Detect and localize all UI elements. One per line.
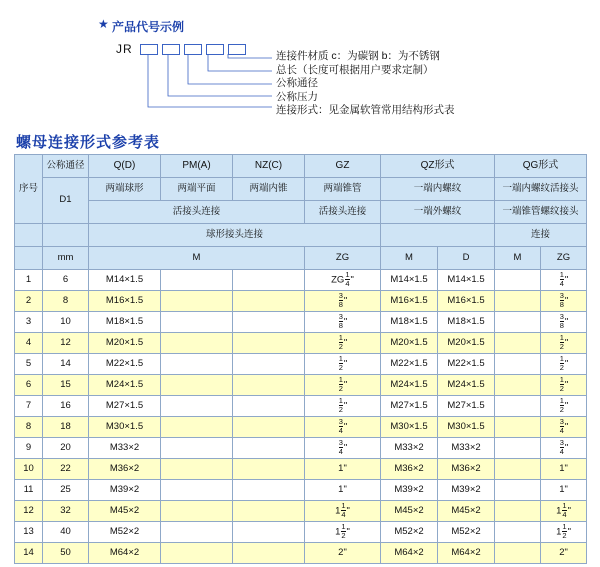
cell-qd: M27×1.5 [89,396,161,417]
header-unit-mm: mm [43,247,89,270]
cell-nzc [233,459,305,480]
cell-qg-m [495,333,541,354]
header-pma-desc: 两端平面 [161,178,233,201]
cell-dn: 20 [43,438,89,459]
cell-gz: $\frac{3}{4}$ " [305,438,381,459]
cell-seq: 11 [15,480,43,501]
cell-gz: $\frac{1}{2}$ " [305,333,381,354]
cell-nzc [233,501,305,522]
cell-qz-m: M20×1.5 [381,333,438,354]
header-unit-m: M [89,247,305,270]
table-row [15,522,587,543]
cell-qg-zg: 1" [541,480,587,501]
cell-qz-m: M33×2 [381,438,438,459]
cell-qd: M18×1.5 [89,312,161,333]
cell-gz: 1 $\frac{1}{2}$ " [305,522,381,543]
table-row [15,501,587,522]
spec-table-wrapper [14,154,586,564]
legend-item-connection-form: 连接形式：见金属软管常用结构形式表 [276,104,455,116]
cell-nzc [233,375,305,396]
cell-qz-m: M27×1.5 [381,396,438,417]
cell-pma [161,396,233,417]
cell-qz-d: M22×1.5 [438,354,495,375]
cell-qg-zg: 1 $\frac{1}{4}$ " [541,501,587,522]
cell-nzc [233,417,305,438]
table-row [15,438,587,459]
header-dn-d1: D1 [43,178,89,224]
cell-qz-m: M36×2 [381,459,438,480]
cell-qz-m: M14×1.5 [381,270,438,291]
cell-dn: 16 [43,396,89,417]
cell-seq: 7 [15,396,43,417]
table-row [15,459,587,480]
cell-qd: M45×2 [89,501,161,522]
cell-qg-m [495,354,541,375]
header-nzc-desc: 两端内锥 [233,178,305,201]
cell-pma [161,291,233,312]
header-group-nzc: NZ(C) [233,155,305,178]
cell-gz: ZG $\frac{1}{4}$ " [305,270,381,291]
table-row [15,396,587,417]
cell-qg-zg: $\frac{1}{2}$ " [541,375,587,396]
cell-qz-d: M64×2 [438,543,495,564]
cell-nzc [233,396,305,417]
cell-qg-m [495,459,541,480]
cell-qg-m [495,438,541,459]
cell-pma [161,417,233,438]
cell-qz-d: M24×1.5 [438,375,495,396]
cell-gz: $\frac{3}{8}$ " [305,312,381,333]
header-qz-desc: 一端内螺纹 [381,178,495,201]
cell-dn: 18 [43,417,89,438]
legend-item-nominal-pressure: 公称压力 [276,90,318,103]
cell-qg-m [495,501,541,522]
cell-dn: 8 [43,291,89,312]
header-row-1 [15,155,587,178]
cell-seq: 13 [15,522,43,543]
header-qd-desc: 两端球形 [89,178,161,201]
cell-gz: $\frac{1}{2}$ " [305,375,381,396]
cell-seq: 2 [15,291,43,312]
cell-qz-m: M39×2 [381,480,438,501]
table-row [15,333,587,354]
cell-qg-zg: 1" [541,459,587,480]
cell-nzc [233,522,305,543]
cell-qd: M30×1.5 [89,417,161,438]
cell-dn: 12 [43,333,89,354]
cell-pma [161,438,233,459]
legend-item-list [276,50,455,118]
cell-nzc [233,291,305,312]
cell-qg-zg: $\frac{3}{8}$ " [541,291,587,312]
cell-qg-m [495,480,541,501]
cell-qz-m: M45×2 [381,501,438,522]
table-row [15,375,587,396]
cell-qz-m: M18×1.5 [381,312,438,333]
cell-qd: M33×2 [89,438,161,459]
cell-qz-m: M64×2 [381,543,438,564]
cell-seq: 1 [15,270,43,291]
cell-qg-m [495,543,541,564]
cell-seq: 8 [15,417,43,438]
header-unit-qz-m: M [381,247,438,270]
cell-gz: $\frac{1}{2}$ " [305,354,381,375]
spec-table [14,154,587,564]
cell-qz-d: M18×1.5 [438,312,495,333]
table-row [15,270,587,291]
cell-qz-d: M39×2 [438,480,495,501]
cell-pma [161,312,233,333]
cell-qz-d: M27×1.5 [438,396,495,417]
cell-qz-d: M36×2 [438,459,495,480]
cell-qg-m [495,312,541,333]
header-group-qz: QZ形式 [381,155,495,178]
cell-pma [161,480,233,501]
cell-seq: 9 [15,438,43,459]
table-body [15,270,587,564]
code-prefix: JR [116,42,133,56]
header-unit-zg: ZG [305,247,381,270]
cell-pma [161,375,233,396]
cell-dn: 15 [43,375,89,396]
header-unit-qz-d: D [438,247,495,270]
cell-qg-m [495,291,541,312]
cell-gz: 1" [305,459,381,480]
header-qz-ext-thread: 一端外螺纹 [381,201,495,224]
cell-nzc [233,270,305,291]
cell-qd: M64×2 [89,543,161,564]
cell-qz-m: M16×1.5 [381,291,438,312]
cell-qg-zg: $\frac{3}{8}$ " [541,312,587,333]
cell-nzc [233,354,305,375]
header-row-3 [15,201,587,224]
table-row [15,543,587,564]
cell-qz-d: M16×1.5 [438,291,495,312]
cell-nzc [233,543,305,564]
table-row [15,312,587,333]
cell-pma [161,270,233,291]
cell-gz: $\frac{1}{2}$ " [305,396,381,417]
cell-qd: M52×2 [89,522,161,543]
cell-qg-m [495,522,541,543]
cell-qz-m: M30×1.5 [381,417,438,438]
cell-nzc [233,312,305,333]
header-seq-unit-blank [15,247,43,270]
header-ball-joint-connect: 球形接头连接 [89,224,381,247]
cell-qg-m [495,396,541,417]
cell-gz: 1 $\frac{1}{4}$ " [305,501,381,522]
cell-qg-zg: $\frac{3}{4}$ " [541,438,587,459]
cell-qg-zg: $\frac{1}{4}$ " [541,270,587,291]
header-row-4 [15,224,587,247]
cell-dn: 40 [43,522,89,543]
cell-pma [161,543,233,564]
cell-pma [161,522,233,543]
cell-qg-m [495,417,541,438]
header-group-gz: GZ [305,155,381,178]
cell-nzc [233,333,305,354]
cell-qg-zg: $\frac{1}{2}$ " [541,354,587,375]
cell-qz-d: M45×2 [438,501,495,522]
cell-qd: M20×1.5 [89,333,161,354]
cell-dn: 14 [43,354,89,375]
section-heading: 螺母连接形式参考表 [16,134,161,151]
header-qz-connect [381,224,495,247]
product-code-legend [0,0,600,128]
header-qg-taper-pipe: 一端锥管螺纹接头 [495,201,587,224]
cell-qz-d: M52×2 [438,522,495,543]
cell-gz: $\frac{3}{4}$ " [305,417,381,438]
header-qg-desc: 一端内螺纹活接头 [495,178,587,201]
cell-qz-d: M30×1.5 [438,417,495,438]
legend-item-nominal-diameter: 公称通径 [276,77,318,89]
cell-seq: 3 [15,312,43,333]
cell-qg-zg: $\frac{1}{2}$ " [541,396,587,417]
header-group-qd: Q(D) [89,155,161,178]
cell-pma [161,354,233,375]
cell-qz-d: M33×2 [438,438,495,459]
header-seq-blank [15,224,43,247]
cell-nzc [233,480,305,501]
cell-qd: M22×1.5 [89,354,161,375]
cell-seq: 14 [15,543,43,564]
cell-qz-d: M14×1.5 [438,270,495,291]
cell-pma [161,501,233,522]
header-qg-connect: 连接 [495,224,587,247]
cell-qz-m: M22×1.5 [381,354,438,375]
cell-qd: M36×2 [89,459,161,480]
cell-qg-zg: $\frac{3}{4}$ " [541,417,587,438]
cell-qd: M24×1.5 [89,375,161,396]
star-icon: ★ [98,17,109,31]
header-gz-desc: 两端锥管 [305,178,381,201]
table-row [15,291,587,312]
header-union-connect: 活接头连接 [89,201,305,224]
cell-seq: 4 [15,333,43,354]
table-row [15,480,587,501]
legend-item-length: 总长（长度可根据用户要求定制） [276,63,434,76]
header-unit-qg-m: M [495,247,541,270]
legend-title: 产品代号示例 [112,20,185,34]
cell-seq: 5 [15,354,43,375]
cell-dn: 22 [43,459,89,480]
header-seq: 序号 [15,155,43,224]
cell-gz: 1" [305,480,381,501]
cell-pma [161,459,233,480]
cell-seq: 12 [15,501,43,522]
cell-pma [161,333,233,354]
table-header [15,155,587,270]
cell-gz: $\frac{3}{8}$ " [305,291,381,312]
header-gz-union-connect: 活接头连接 [305,201,381,224]
cell-qz-m: M24×1.5 [381,375,438,396]
cell-qg-zg: 1 $\frac{1}{2}$ " [541,522,587,543]
cell-gz: 2" [305,543,381,564]
header-unit-qg-zg: ZG [541,247,587,270]
table-row [15,417,587,438]
cell-qg-m [495,270,541,291]
cell-dn: 50 [43,543,89,564]
cell-qg-zg: 2" [541,543,587,564]
cell-dn: 32 [43,501,89,522]
cell-qd: M16×1.5 [89,291,161,312]
cell-qg-m [495,375,541,396]
header-row-2 [15,178,587,201]
cell-qg-zg: $\frac{1}{2}$ " [541,333,587,354]
cell-seq: 10 [15,459,43,480]
header-row-5 [15,247,587,270]
cell-dn: 6 [43,270,89,291]
header-group-qg: QG形式 [495,155,587,178]
cell-dn: 25 [43,480,89,501]
cell-seq: 6 [15,375,43,396]
header-group-pma: PM(A) [161,155,233,178]
cell-nzc [233,438,305,459]
header-dn: 公称通径 [43,155,89,178]
header-dn-blank [43,224,89,247]
table-row [15,354,587,375]
cell-qd: M14×1.5 [89,270,161,291]
cell-qd: M39×2 [89,480,161,501]
legend-item-material: 连接件材质 c：为碳钢 b：为不锈钢 [276,50,440,62]
cell-dn: 10 [43,312,89,333]
cell-qz-m: M52×2 [381,522,438,543]
cell-qz-d: M20×1.5 [438,333,495,354]
